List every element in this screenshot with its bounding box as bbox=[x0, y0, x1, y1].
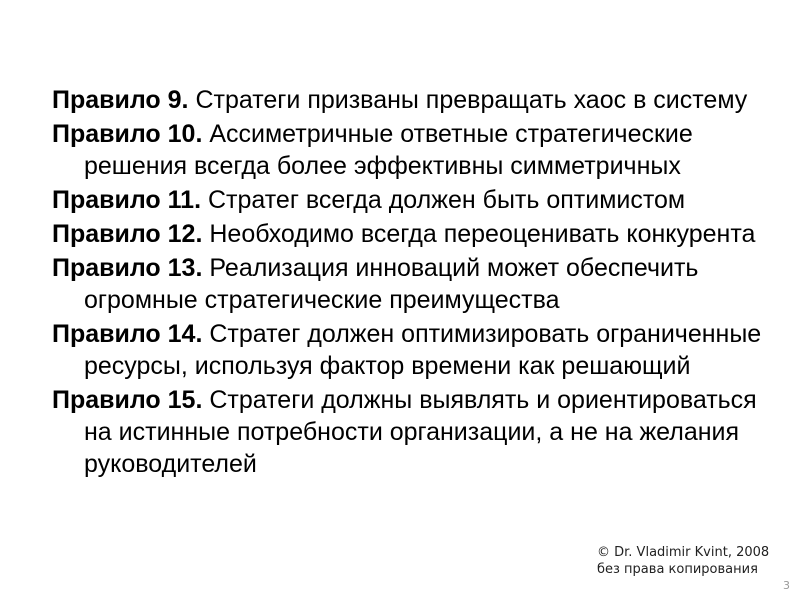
rule-text: Ассиметричные ответные стратегические решения всегда более эффективны симметричных bbox=[84, 120, 693, 180]
rule-prefix: Правило 9. bbox=[52, 86, 189, 114]
copyright-footer bbox=[597, 544, 769, 578]
rule-prefix: Правило 12. bbox=[52, 220, 203, 248]
rule-text: Реализация инноваций может обеспечить огромные стратегические преимущества bbox=[84, 254, 699, 314]
rule-text: Стратеги должны выявлять и ориентироваться на истинные потребности организации, а не на желания руководителей bbox=[84, 386, 757, 478]
rule-9 bbox=[52, 84, 764, 116]
rule-13 bbox=[52, 252, 764, 316]
rule-text: Стратег всегда должен быть оптимистом bbox=[207, 186, 686, 214]
rule-prefix: Правило 15. bbox=[52, 386, 203, 414]
rule-prefix: Правило 14. bbox=[52, 320, 203, 348]
rule-14 bbox=[52, 318, 764, 382]
rule-15 bbox=[52, 384, 764, 480]
rule-11 bbox=[52, 184, 764, 216]
rule-text: Стратеги призваны превращать хаос в систему bbox=[195, 86, 748, 114]
page-number: 3 bbox=[783, 579, 790, 592]
copyright-line: © Dr. Vladimir Kvint, 2008 bbox=[597, 545, 770, 560]
rule-prefix: Правило 13. bbox=[52, 254, 203, 282]
rule-prefix: Правило 11. bbox=[52, 186, 202, 214]
rule-text: Необходимо всегда переоценивать конкурента bbox=[209, 220, 756, 248]
rule-12 bbox=[52, 218, 764, 250]
rule-10 bbox=[52, 118, 764, 182]
rule-prefix: Правило 10. bbox=[52, 120, 203, 148]
rule-text: Стратег должен оптимизировать ограниченные ресурсы, используя фактор времени как решающий bbox=[84, 320, 762, 380]
rules-list bbox=[52, 84, 764, 482]
rights-line: без права копирования bbox=[597, 562, 758, 577]
